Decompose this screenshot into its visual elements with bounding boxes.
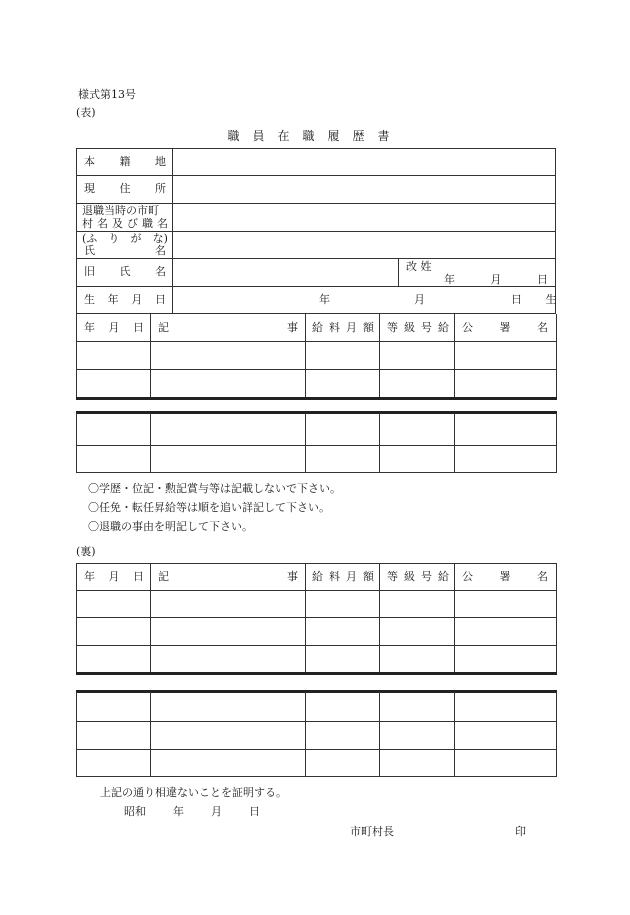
day-unit: 日: [249, 805, 260, 818]
back-header-salary: 給 料 月 額: [312, 570, 374, 583]
note-appointment: 〇任免・転任昇給等は順を追い詳記して下さい。: [88, 501, 330, 514]
header-record: 記 事: [158, 321, 298, 334]
label-birthdate: 生 年 月 日: [84, 293, 166, 306]
month-unit: 月: [211, 805, 222, 818]
era: 昭和: [124, 805, 146, 818]
label-name: 氏 名: [84, 244, 166, 257]
back-header-grade: 等 級 号 給: [387, 570, 449, 583]
label-address: 現 住 所: [84, 182, 166, 195]
label-former-name: 旧 氏 名: [84, 265, 166, 278]
back-header-record: 記 事: [158, 570, 298, 583]
birth-day-unit: 日 生: [511, 293, 567, 306]
note-education: 〇学歴・位記・勲記賞与等は記載しないで下さい。: [88, 482, 341, 495]
birth-year-unit: 年: [319, 293, 330, 306]
certification-statement: 上記の通り相違ないことを証明する。: [100, 786, 287, 799]
label-retirement-city-line1: 退職当時の市町: [82, 204, 159, 217]
header-grade: 等 級 号 給: [387, 321, 449, 334]
note-retirement-reason: 〇退職の事由を明記して下さい。: [88, 520, 253, 533]
name-change-date: 年 月 日: [444, 273, 548, 286]
year-unit: 年: [173, 805, 184, 818]
page-title: 職員在職履歴書: [227, 129, 403, 143]
label-honseki: 本 籍 地: [84, 155, 166, 168]
header-office: 公 署 名: [462, 321, 548, 334]
birth-month-unit: 月: [414, 293, 425, 306]
form-number: 様式第13号: [78, 88, 136, 101]
certification-date: [124, 803, 260, 819]
front-side-label: (表): [76, 106, 96, 119]
seal-mark: 印: [515, 825, 526, 838]
label-name-change: 改 姓: [406, 260, 432, 273]
label-retirement-city-line2: 村 名 及 び 職 名: [82, 217, 168, 230]
back-header-date: 年 月 日: [84, 570, 144, 583]
back-header-office: 公 署 名: [462, 570, 548, 583]
label-furigana: (ふ り が な): [82, 232, 168, 245]
back-side-label: (裏): [76, 545, 96, 558]
mayor-label: 市町村長: [350, 825, 394, 838]
header-date: 年 月 日: [84, 321, 144, 334]
header-salary: 給 料 月 額: [312, 321, 374, 334]
